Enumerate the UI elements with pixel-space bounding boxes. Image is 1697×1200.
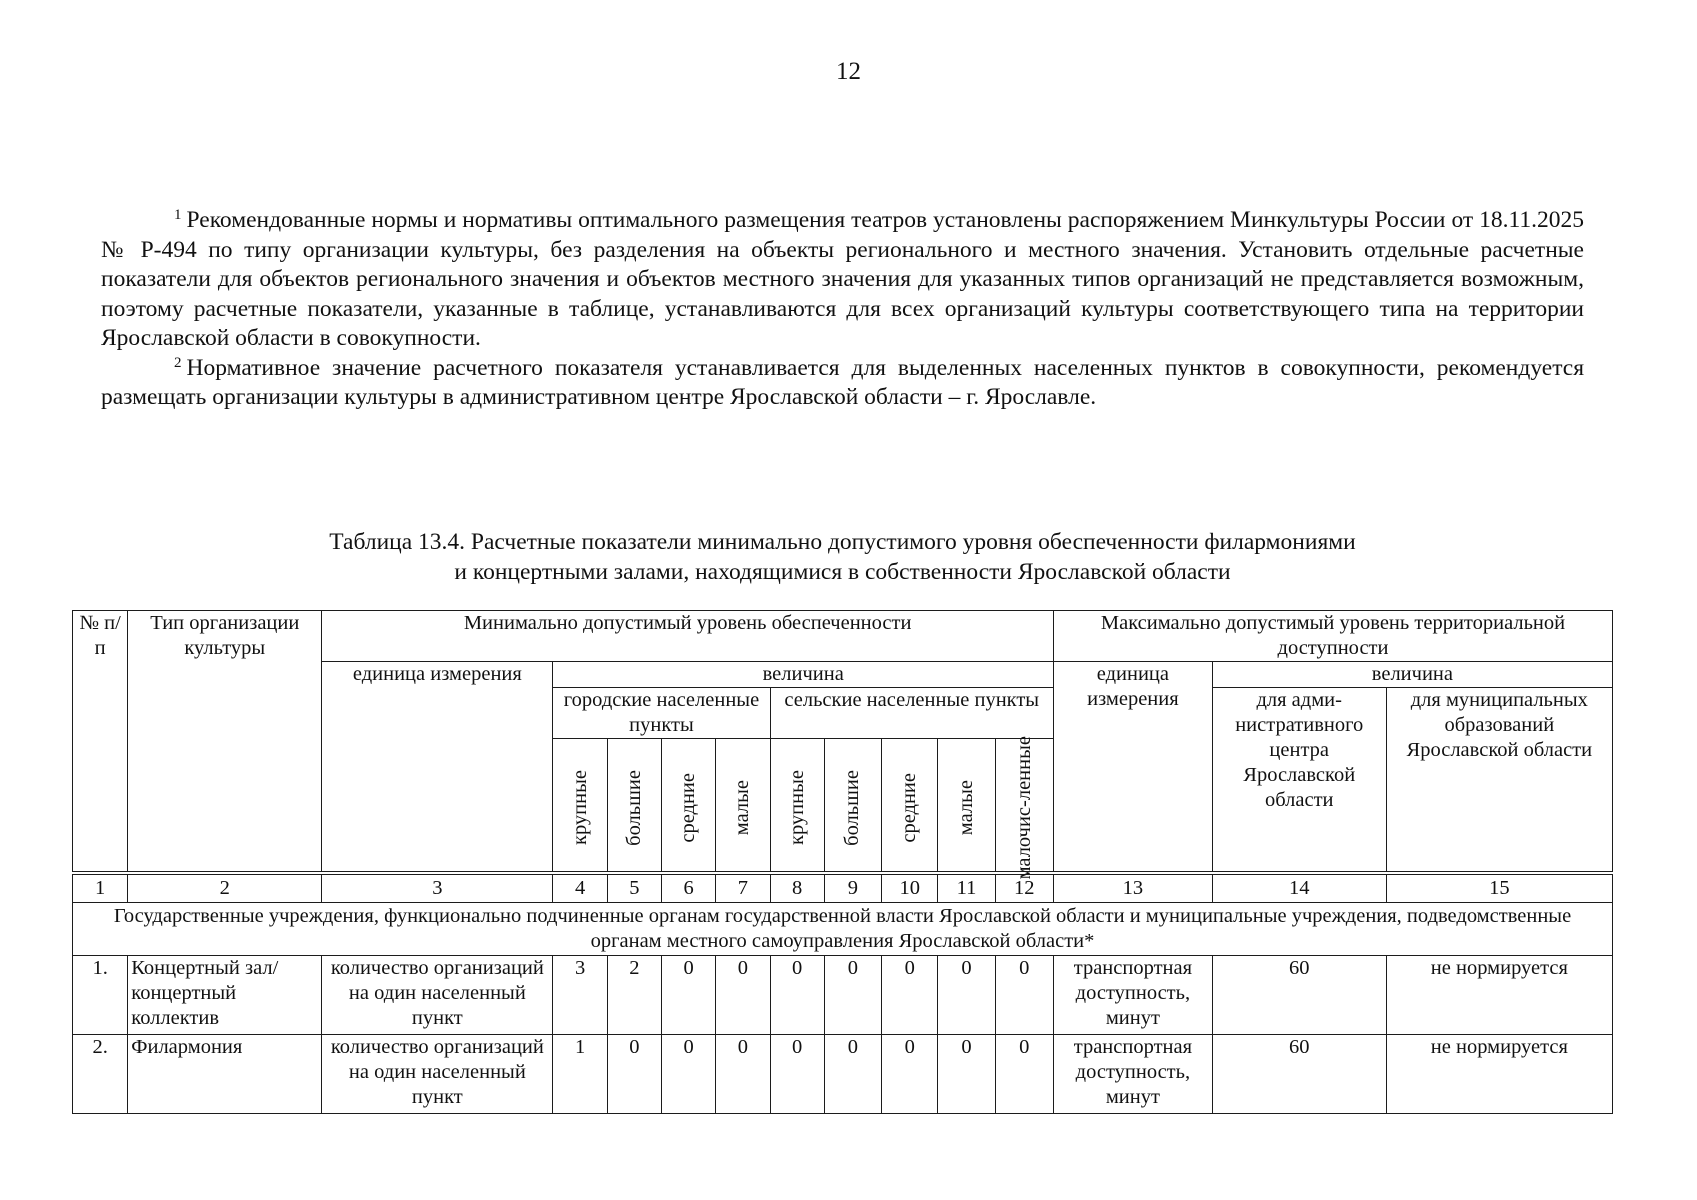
header-rural-small (938, 739, 995, 874)
footnote-2-marker: 2 (174, 354, 182, 371)
row-type: Филармония (128, 1035, 322, 1114)
row-rural-value: 0 (882, 956, 938, 1035)
header-urban-small-label: малые (731, 780, 754, 836)
footnote-2 (101, 354, 1584, 413)
column-number: 3 (322, 873, 553, 903)
row-rural-value: 0 (995, 1035, 1053, 1114)
column-number: 8 (770, 873, 824, 903)
table-caption (101, 527, 1584, 587)
row-rural-value: 0 (770, 1035, 824, 1114)
header-num: № п/п (73, 611, 128, 874)
table-row (73, 1035, 1613, 1114)
row-municipal: не нормируется (1386, 956, 1612, 1035)
header-rural-large-label: крупные (785, 770, 808, 846)
column-number-row (73, 873, 1613, 903)
column-number: 13 (1054, 873, 1213, 903)
header-urban-big-label: большие (622, 770, 645, 846)
section-title: Государственные учреждения, функционально подчиненные органам государственной власти Ярославской области и муниципальные учреждения, подведомственные органам местного самоуправления Ярославской области* (73, 903, 1613, 956)
table-caption-line-1: Таблица 13.4. Расчетные показатели минимально допустимого уровня обеспеченности филармониями (329, 529, 1356, 555)
row-unit: количество организаций на один населенный пункт (322, 1035, 553, 1114)
header-rural-tiny (995, 736, 1053, 880)
table-caption-line-2: и концертными залами, находящимися в собственности Ярославской области (454, 559, 1231, 585)
row-urban-value: 2 (607, 956, 661, 1035)
header-rural-big (824, 739, 881, 874)
table-container (72, 610, 1613, 1114)
footnote-2-text: Нормативное значение расчетного показателя устанавливается для выделенных населенных пунктов в совокупности, рекомендуется размещать организации культуры в административном центре Ярославской области – г. Ярославле. (101, 354, 1584, 410)
header-urban-large-label: крупные (568, 770, 591, 846)
row-admin-center: 60 (1212, 956, 1386, 1035)
column-number: 15 (1386, 873, 1612, 903)
indicators-table (72, 610, 1613, 1114)
header-min-level: Минимально допустимый уровень обеспеченности (322, 611, 1054, 662)
header-urban-medium-label: средние (677, 773, 700, 843)
row-admin-center: 60 (1212, 1035, 1386, 1114)
header-rural-medium (882, 739, 938, 874)
row-rural-value: 0 (938, 1035, 995, 1114)
row-num: 2. (73, 1035, 128, 1114)
table-row (73, 956, 1613, 1035)
header-municipal: для муниципальных образований Ярославской области (1386, 688, 1612, 874)
row-rural-value: 0 (938, 956, 995, 1035)
header-rural-small-label: малые (954, 780, 977, 836)
row-rural-value: 0 (824, 956, 881, 1035)
footnote-1-text: Рекомендованные нормы и нормативы оптимального размещения театров установлены распоряжением Минкультуры России от 18.11.2025 № Р-494 по типу организации культуры, без разделения на объекты регионального и местного значения. Установить отдельные расчетные показатели для объектов регионального значения и объектов местного значения для указанных типов организаций не представляется возможным, поэтому расчетные показатели, указанные в таблице, устанавливаются для всех организаций культуры соответствующего типа на территории Ярославской области в совокупности. (101, 207, 1584, 351)
header-admin-center: для адми-нистративного центра Ярославской области (1212, 688, 1386, 874)
row-access-unit: транспортная доступность, минут (1054, 956, 1213, 1035)
row-urban-value: 0 (716, 956, 770, 1035)
row-rural-value: 0 (770, 956, 824, 1035)
row-rural-value: 0 (882, 1035, 938, 1114)
header-unit: единица измерения (322, 662, 553, 874)
header-access-unit: единица измерения (1054, 662, 1213, 874)
footnotes (101, 206, 1584, 413)
header-rural-large (770, 739, 824, 874)
row-urban-value: 3 (553, 956, 607, 1035)
header-max-level: Максимально допустимый уровень территориальной доступности (1054, 611, 1613, 662)
footnote-1-marker: 1 (174, 207, 182, 223)
row-unit: количество организаций на один населенный пункт (322, 956, 553, 1035)
header-access-value: величина (1212, 662, 1612, 688)
header-rural: сельские населенные пункты (770, 688, 1054, 739)
column-number: 6 (661, 873, 715, 903)
row-rural-value: 0 (824, 1035, 881, 1114)
header-urban-medium (661, 739, 715, 874)
row-urban-value: 0 (607, 1035, 661, 1114)
row-urban-value: 0 (661, 956, 715, 1035)
column-number: 12 (995, 873, 1053, 903)
header-rural-medium-label: средние (898, 773, 921, 843)
row-urban-value: 0 (716, 1035, 770, 1114)
header-rural-big-label: большие (841, 770, 864, 846)
page-number: 12 (836, 58, 861, 85)
column-number: 14 (1212, 873, 1386, 903)
row-num: 1. (73, 956, 128, 1035)
row-urban-value: 1 (553, 1035, 607, 1114)
row-rural-value: 0 (995, 956, 1053, 1035)
footnote-1 (101, 206, 1584, 354)
header-value: величина (553, 662, 1054, 688)
row-access-unit: транспортная доступность, минут (1054, 1035, 1213, 1114)
column-number: 10 (882, 873, 938, 903)
header-urban: городские населенные пункты (553, 688, 770, 739)
header-urban-small (716, 739, 770, 874)
header-type: Тип организации культуры (128, 611, 322, 874)
section-row (73, 903, 1613, 956)
column-number: 4 (553, 873, 607, 903)
column-number: 9 (824, 873, 881, 903)
header-rural-tiny-label: малочис-ленные (1012, 736, 1035, 880)
column-number: 11 (938, 873, 995, 903)
column-number: 1 (73, 873, 128, 903)
header-row-1 (73, 611, 1613, 662)
row-municipal: не нормируется (1386, 1035, 1612, 1114)
column-number: 2 (128, 873, 322, 903)
header-urban-big (607, 739, 661, 874)
column-number: 7 (716, 873, 770, 903)
row-type: Концертный зал/ концертный коллектив (128, 956, 322, 1035)
header-urban-large (553, 739, 607, 874)
column-number: 5 (607, 873, 661, 903)
row-urban-value: 0 (661, 1035, 715, 1114)
